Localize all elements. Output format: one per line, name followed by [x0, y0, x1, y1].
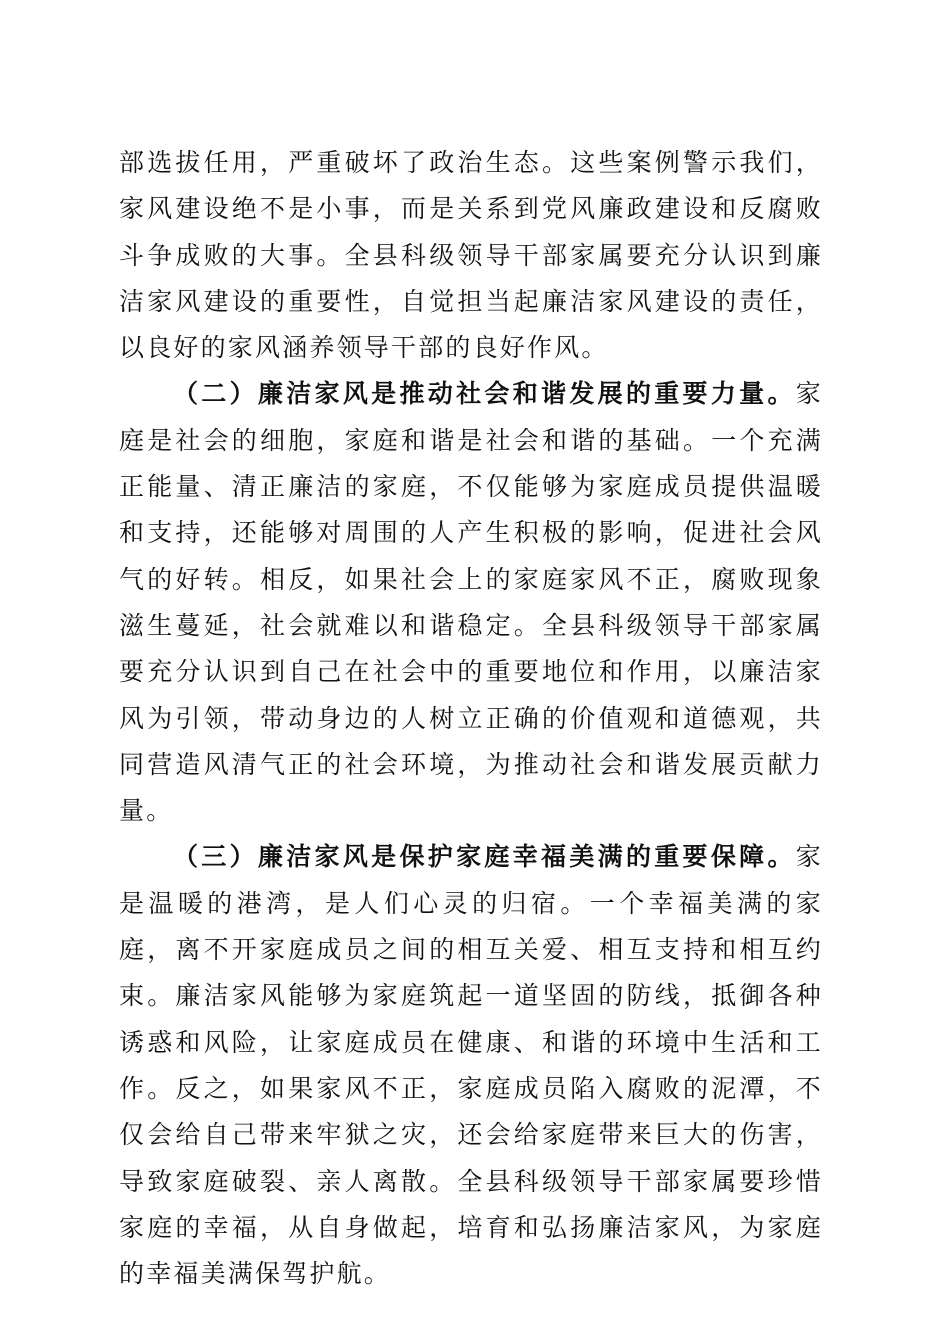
paragraph-body: 家庭是社会的细胞，家庭和谐是社会和谐的基础。一个充满正能量、清正廉洁的家庭，不仅能够为家庭成员提供温暖和支持，还能够对周围的人产生积极的影响，促进社会风气的好转。相反，如果社会上的家庭家风不正，腐败现象滋生蔓延，社会就难以和谐稳定。全县科级领导干部家属要充分认识到自己在社会中的重要地位和作用，以廉洁家风为引领，带动身边的人树立正确的价值观和道德观，共同营造风清气正的社会环境，为推动社会和谐发展贡献力量。 [119, 379, 823, 826]
paragraph-body: 家是温暖的港湾，是人们心灵的归宿。一个幸福美满的家庭，离不开家庭成员之间的相互关爱、相互支持和相互约束。廉洁家风能够为家庭筑起一道坚固的防线，抵御各种诱惑和风险，让家庭成员在健康、和谐的环境中生活和工作。反之，如果家风不正，家庭成员陷入腐败的泥潭，不仅会给自己带来牢狱之灾，还会给家庭带来巨大的伤害，导致家庭破裂、亲人离散。全县科级领导干部家属要珍惜家庭的幸福，从自身做起，培育和弘扬廉洁家风，为家庭的幸福美满保驾护航。 [119, 842, 823, 1289]
paragraph-body: 部选拔任用，严重破坏了政治生态。这些案例警示我们，家风建设绝不是小事，而是关系到党风廉政建设和反腐败斗争成败的大事。全县科级领导干部家属要充分认识到廉洁家风建设的重要性，自觉担当起廉洁家风建设的责任，以良好的家风涵养领导干部的良好作风。 [119, 148, 823, 363]
section-heading-3: （三）廉洁家风是保护家庭幸福美满的重要保障。 [173, 842, 796, 872]
document-page [119, 140, 823, 1297]
paragraph-section-3 [119, 834, 823, 1297]
section-heading-2: （二）廉洁家风是推动社会和谐发展的重要力量。 [173, 379, 796, 409]
paragraph-section-2 [119, 371, 823, 834]
paragraph-continuation [119, 140, 823, 371]
